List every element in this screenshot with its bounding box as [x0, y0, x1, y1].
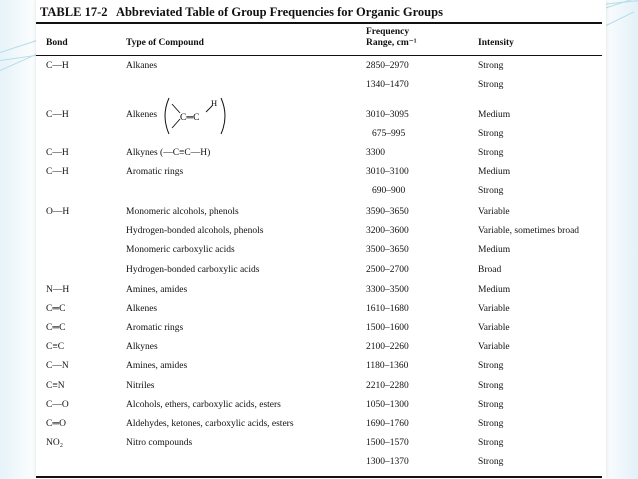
compound-cell: Alkanes [126, 61, 158, 71]
intensity-cell: Variable [478, 207, 510, 217]
intensity-cell: Strong [478, 400, 504, 410]
intensity-cell: Strong [478, 419, 504, 429]
frequency-cell: 3300 [366, 148, 385, 158]
frequency-cell: 1610–1680 [366, 304, 409, 314]
bond-cell: C≡C [46, 342, 65, 352]
frequency-cell: 2500–2700 [366, 265, 409, 275]
frequency-cell: 1500–1570 [366, 438, 409, 448]
bond-cell: C—O [46, 400, 69, 410]
bond-cell: C═C [46, 304, 66, 314]
frequency-cell: 2210–2280 [366, 381, 409, 391]
frequency-cell: 1180–1360 [366, 361, 409, 371]
intensity-cell: Medium [478, 245, 511, 255]
frequency-cell: 3500–3650 [366, 245, 409, 255]
bond-cell: C═O [46, 419, 66, 429]
table-row [36, 281, 602, 300]
table-row [36, 396, 602, 415]
bond-cell: O—H [46, 207, 70, 217]
compound-cell: Amines, amides [126, 361, 188, 371]
table-row [36, 203, 602, 222]
intensity-cell: Medium [478, 167, 511, 177]
compound-cell: Aromatic rings [126, 323, 184, 333]
intensity-cell: Variable [478, 323, 510, 333]
table-top-rule [36, 22, 602, 24]
intensity-cell: Strong [478, 186, 504, 196]
table-title [40, 5, 443, 20]
intensity-cell: Variable [478, 304, 510, 314]
table-row [36, 125, 602, 144]
table-row [36, 144, 602, 163]
frequency-cell: 1300–1370 [366, 457, 409, 467]
bond-cell: C—H [46, 148, 69, 158]
compound-cell: Alkenes [126, 110, 158, 120]
intensity-cell: Strong [478, 381, 504, 391]
intensity-cell: Strong [478, 457, 504, 467]
intensity-cell: Strong [478, 80, 504, 90]
intensity-cell: Variable, sometimes broad [478, 226, 580, 236]
frequency-cell: 1050–1300 [366, 400, 409, 410]
table-row [36, 222, 602, 241]
compound-cell: Alkynes (—C≡C—H) [126, 148, 211, 158]
alkene-h-label: H [211, 98, 218, 108]
intensity-cell: Medium [478, 285, 511, 295]
frequency-cell: 3200–3600 [366, 226, 409, 236]
frequency-cell: 3010–3100 [366, 167, 409, 177]
intensity-cell: Strong [478, 129, 504, 139]
table-row [36, 261, 602, 280]
table-row [36, 182, 602, 201]
bond-cell: C≡N [46, 381, 65, 391]
header-frequency: Frequency [366, 27, 410, 37]
table-row [36, 106, 602, 125]
header-frequency-range: Range, cm⁻¹ [366, 38, 417, 48]
compound-cell: Monomeric alcohols, phenols [126, 207, 239, 217]
frequency-cell: 3300–3500 [366, 285, 409, 295]
intensity-cell: Strong [478, 361, 504, 371]
header-bond: Bond [46, 38, 68, 48]
compound-cell: Amines, amides [126, 285, 188, 295]
intensity-cell: Strong [478, 438, 504, 448]
intensity-cell: Broad [478, 265, 502, 275]
intensity-cell: Strong [478, 61, 504, 71]
slide-background-left [0, 0, 40, 479]
intensity-cell: Strong [478, 148, 504, 158]
bond-cell: C—H [46, 167, 69, 177]
table-row [36, 415, 602, 434]
header-type-of-compound: Type of Compound [126, 38, 204, 48]
intensity-cell: Variable [478, 342, 510, 352]
frequency-cell: 1500–1600 [366, 323, 409, 333]
frequency-cell: 3590–3650 [366, 207, 409, 217]
alkene-group-label: C═C [180, 113, 200, 123]
compound-cell: Nitriles [126, 381, 155, 391]
compound-cell: Hydrogen-bonded carboxylic acids [126, 265, 260, 275]
compound-cell: Aldehydes, ketones, carboxylic acids, esters [126, 419, 294, 429]
bond-cell: C—N [46, 361, 69, 371]
frequency-cell: 2100–2260 [366, 342, 409, 352]
table-row [36, 76, 602, 95]
table-bottom-rule [36, 476, 602, 478]
bond-cell: C—H [46, 110, 69, 120]
table-page [36, 0, 606, 479]
compound-cell: Nitro compounds [126, 438, 193, 448]
table-row [36, 57, 602, 76]
bond-cell: NO₂ [46, 438, 64, 448]
compound-cell: Hydrogen-bonded alcohols, phenols [126, 226, 264, 236]
table-row [36, 300, 602, 319]
frequency-cell: 1690–1760 [366, 419, 409, 429]
compound-cell: Alkynes [126, 342, 158, 352]
compound-cell: Aromatic rings [126, 167, 184, 177]
bond-cell: N—H [46, 285, 70, 295]
intensity-cell: Medium [478, 110, 511, 120]
header-intensity: Intensity [478, 38, 514, 48]
table-row [36, 434, 602, 453]
table-row [36, 357, 602, 376]
table-row [36, 453, 602, 472]
header-rule [36, 55, 602, 56]
table-row [36, 377, 602, 396]
table-row [36, 241, 602, 260]
frequency-cell: 675–995 [372, 129, 406, 139]
compound-cell: Monomeric carboxylic acids [126, 245, 235, 255]
bond-cell: C—H [46, 61, 69, 71]
bond-cell: C═C [46, 323, 66, 333]
table-row [36, 338, 602, 357]
frequency-cell: 3010–3095 [366, 110, 409, 120]
table-caption: Abbreviated Table of Group Frequencies for Organic Groups [115, 5, 443, 19]
frequency-cell: 1340–1470 [366, 80, 409, 90]
table-number: TABLE 17-2 [40, 5, 108, 19]
frequency-cell: 690–900 [372, 186, 406, 196]
table-row [36, 163, 602, 182]
compound-cell: Alcohols, ethers, carboxylic acids, esters [126, 400, 281, 410]
frequency-cell: 2850–2970 [366, 61, 409, 71]
table-row [36, 319, 602, 338]
compound-cell: Alkenes [126, 304, 158, 314]
